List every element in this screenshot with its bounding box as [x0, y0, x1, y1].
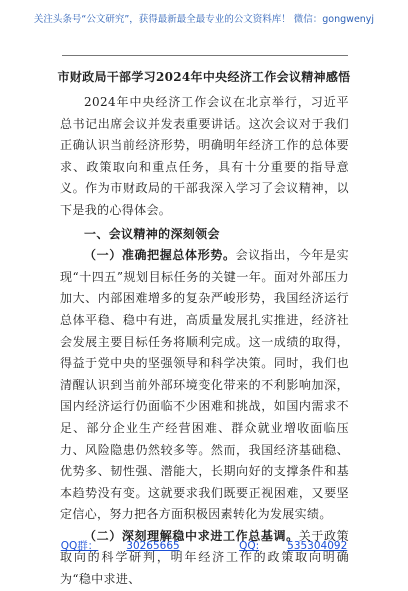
paragraph-overall-situation [60, 245, 349, 526]
qq-group-number: 30265665 [126, 540, 180, 552]
paragraph-general-tone [60, 526, 349, 591]
qq-contact-label: QQ: [239, 540, 260, 552]
qq-contact[interactable] [225, 540, 361, 552]
section-heading: 一、会议精神的深刻领会 [84, 226, 220, 241]
paragraph-lead: （一）准确把握总体形势。 [84, 248, 236, 263]
qq-group-label: QQ群： [60, 540, 99, 552]
promo-text: 关注头条号“公文研究”，获得最新最全最专业的公文资料库！ 微信： [33, 14, 323, 25]
intro-paragraph: 2024年中央经济工作会议在北京举行，习近平总书记出席会议并发表重要讲话。这次会议对于我们正确认识当前经济形势，明确明年经济工作的总体要求、政策取向和重点任务，具有十分重要的指导意义。作为市财政局的干部我深入学习了会议精神，以下是我的心得体会。 [60, 95, 349, 217]
wechat-id: gongwenyj [322, 14, 375, 25]
qq-contact-number: 535304092 [287, 540, 348, 552]
document-title: 市财政局干部学习2024年中央经济工作会议精神感悟 [57, 70, 351, 84]
paragraph-text: 关于政策取向的科学研判，明年经济工作的政策取向明确为“稳中求进、 [60, 528, 349, 587]
qq-group[interactable] [47, 540, 194, 552]
header-divider [62, 55, 348, 56]
paragraph-text: 会议指出，今年是实现“十四五”规划目标任务的关键一年。面对外部压力加大、内部困难增多的复杂严峻形势，我国经济运行总体平稳、稳中有进，高质量发展扎实推进，经济社会发展主要目标任务将顺利完成。这一成绩的取得，得益于党中央的坚强领导和科学决策。同时，我们也清醒认识到当前外部环境变化带来的不利影响加深，国内经济运行仍面临不少困难和挑战，如国内需求不足、部分企业生产经营困难、群众就业增收面临压力、风险隐患仍然较多等。然而，我国经济基础稳、优势多、韧性强、潜能大，长期向好的支撑条件和基本趋势没有变。这就要求我们既要正视困难，又要坚定信心，努力把各方面积极因素转化为发展实绩。 [60, 248, 350, 522]
contact-footer [0, 538, 408, 553]
document-body [60, 92, 349, 591]
paragraph-lead: （二）深刻理解稳中求进工作总基调。 [84, 528, 299, 543]
promo-header [0, 14, 408, 26]
